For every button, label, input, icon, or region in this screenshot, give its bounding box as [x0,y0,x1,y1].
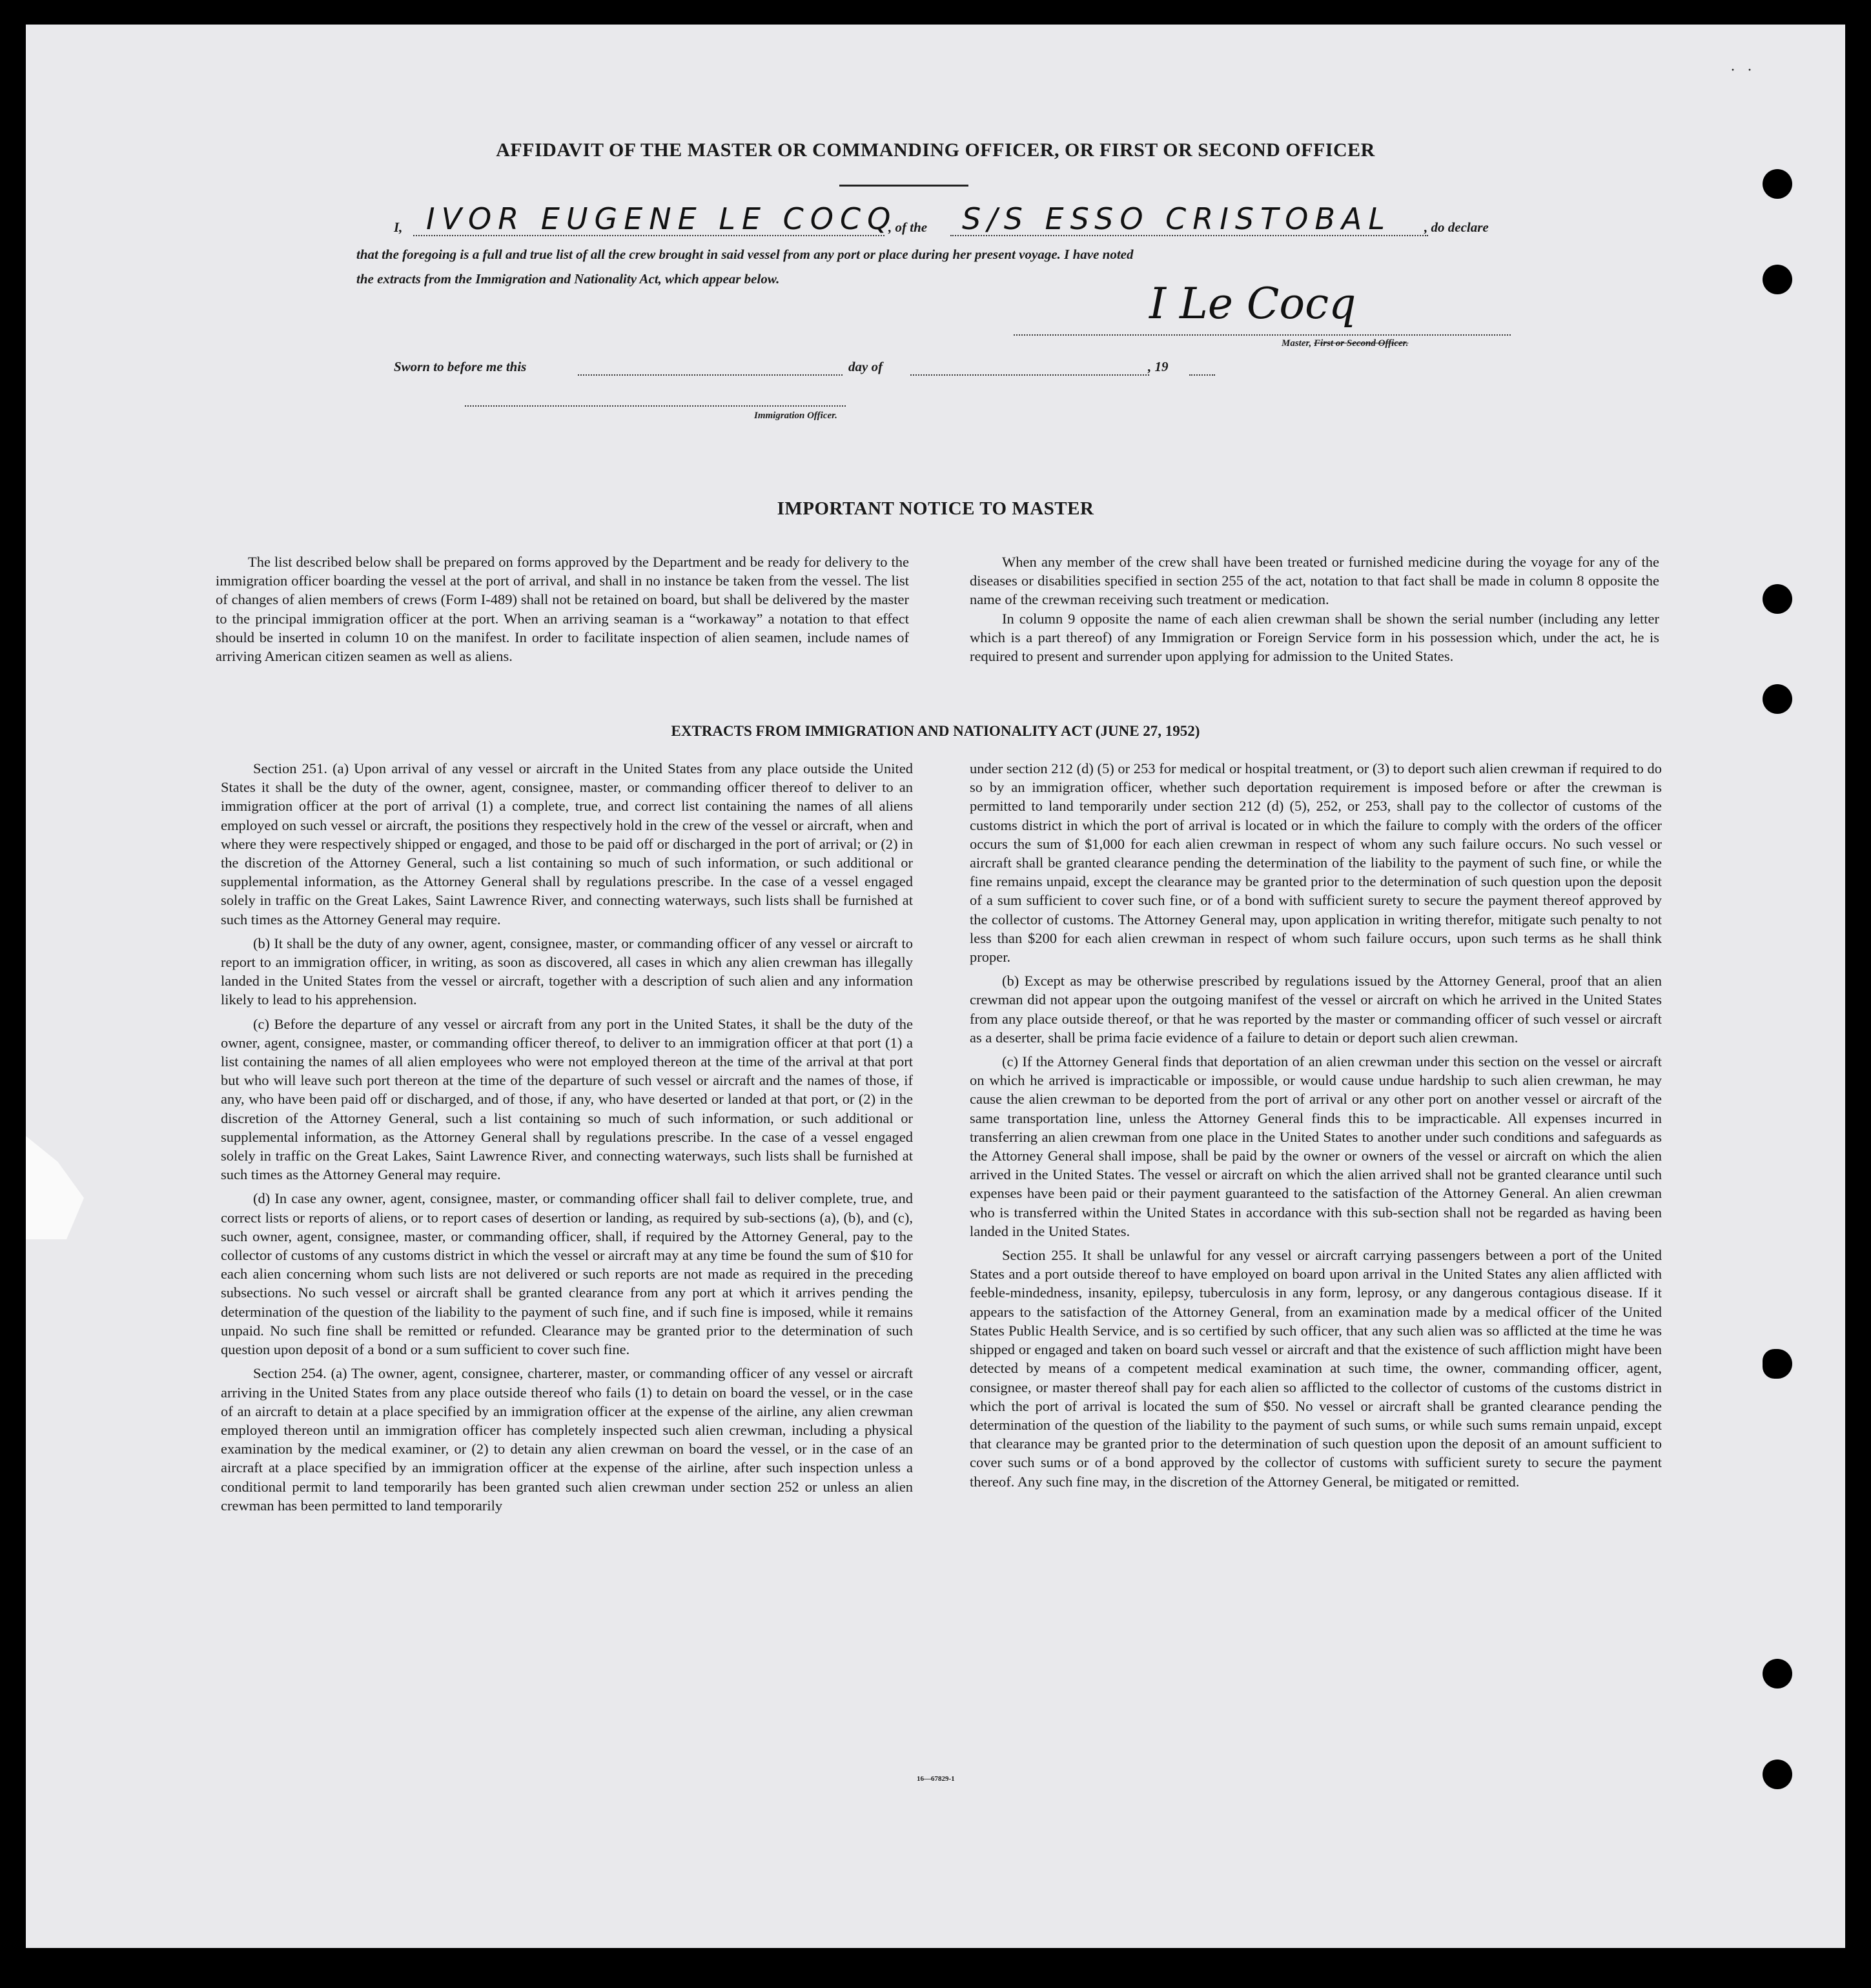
title-rule [839,185,968,187]
notice-right-column [970,553,1659,671]
extracts-left-column [221,759,913,1520]
i-label: I, [394,219,403,235]
punch-hole [1763,169,1792,199]
sworn-month-field[interactable] [910,374,1149,376]
extract-paragraph: (b) It shall be the duty of any owner, agent, consignee, master, or commanding officer of any vessel or aircraft to report to an immigration officer, in writing, as soon as discovered, all cases in which any alien crewman has illegally landed in the United States from the vessel or aircraft, together with a description of such alien and any information likely to lead to his apprehension. [221,935,913,1008]
punch-hole [1763,1760,1792,1789]
punch-hole [1763,584,1792,614]
extract-paragraph: (c) Before the departure of any vessel or aircraft from any port in the United States, it shall be the duty of the owner, agent, consignee, master, or commanding officer thereof, to deliver to an immigration officer at that port (1) a list containing the names of all alien employees who were not employed thereon at the time of the arrival at that port but who will leave such port thereon at the time of the departure of such vessel or aircraft and the names of those, if any, who have been paid off or discharged, and of those, if any, who have deserted or landed at that port, or (2) in the discretion of the Attorney General, such a list containing so much of such information, or such additional or supplemental information, as the Attorney General shall by regulations prescribe. In the case of a vessel engaged solely in traffic on the Great Lakes, Saint Lawrence River, and connecting waterways, such lists shall be furnished at such times as the Attorney General may require. [221,1015,913,1183]
extract-paragraph: Section 251. (a) Upon arrival of any vessel or aircraft in the United States from any place outside the United States it shall be the duty of the owner, agent, consignee, master, or commanding officer thereof to deliver to an immigration officer at the port of arrival (1) a complete, true, and correct list containing the names of all aliens employed on such vessel or aircraft, the positions they respectively hold in the crew of the vessel or aircraft, when and where they were respectively shipped or engaged, and those to be paid off or discharged in the port of arrival; or (2) in the discretion of the Attorney General, such a list containing so much of such information, or such additional or supplemental information, as the Attorney General shall by regulations prescribe. In the case of a vessel engaged solely in traffic on the Great Lakes, Saint Lawrence River, and connecting waterways, such lists shall be furnished at such times as the Attorney General may require. [221,760,913,928]
extract-paragraph: Section 254. (a) The owner, agent, consignee, charterer, master, or commanding officer of any vessel or aircraft arriving in the United States from any place outside thereof who fails (1) to detain on board the vessel, or in the case of an aircraft to detain at a place specified by an immigration officer at the expense of the airline, any alien crewman employed thereon until an immigration officer has completely inspected such alien crewman, including a physical examination by the medical examiner, or (2) to detain any alien crewman on board the vessel, or in the case of an aircraft at a place specified by an immigration officer at the expense of the airline, after such inspection unless a conditional permit to land temporarily has been granted such alien crewman under section 252 or unless an alien crewman has been permitted to land temporarily [221,1365,913,1514]
immigration-officer-line[interactable] [465,405,846,407]
sworn-label: Sworn to before me this [394,359,527,374]
punch-hole [1763,1349,1792,1379]
extract-paragraph: (d) In case any owner, agent, consignee, master, or commanding officer shall fail to deliver complete, true, and correct lists or reports of aliens, or to report cases of desertion or landing, as required by sub-sections (a), (b), and (c), such owner, agent, consignee, master, or commanding officer, shall, if required by the Attorney General, pay to the collector of customs of any customs district in which the vessel or aircraft may at any time be found the sum of $10 for each alien concerning whom such lists are not delivered or such reports are not made as required in the preceding subsections. No such vessel or aircraft shall be granted clearance from any port at which it arrives pending the determination of the question of the liability to the payment of such fine, and if such fine is imposed, while it remains unpaid. No such fine shall be remitted or refunded. Clearance may be granted prior to the determination of such question upon deposit of a bond or a sum sufficient to cover such fine. [221,1190,913,1358]
extracts-title: EXTRACTS FROM IMMIGRATION AND NATIONALITY ACT (JUNE 27, 1952) [671,723,1200,739]
notice-left-column [216,553,909,671]
notice-paragraph: The list described below shall be prepared on forms approved by the Department and be ready for delivery to the immigration officer boarding the vessel at the port of arrival, and shall in no instance be taken from the vessel. The list of changes of alien members of crews (Form I-489) shall not be retained on board, but shall be delivered by the master to the principal immigration officer at the port. When an arriving seaman is a “workaway” a notation to that effect should be inserted in column 10 on the manifest. In order to facilitate inspection of alien seamen, include names of arriving American citizen seamen as well as aliens. [216,554,909,665]
caption-officer: First or Second Officer. [1314,338,1409,349]
master-signature[interactable]: I Le Cocq [1149,279,1356,329]
notice-paragraph: When any member of the crew shall have been treated or furnished medicine during the voyage for any of the diseases or disabilities specified in section 255 of the act, notation to that fact shall be made in column 8 opposite the name of the crewman receiving such treatment or medication. [970,554,1659,608]
form-number: 16—67829-1 [917,1775,955,1783]
extract-paragraph: (c) If the Attorney General finds that deportation of an alien crewman under this section on the vessel or aircraft on which he arrived is impracticable or impossible, or would cause undue hardship to such alien crewman, he may cause the alien crewman to be deported from the port of arrival or any other port on another vessel or aircraft of the same transportation line, unless the Attorney General finds this to be impracticable. All expenses incurred in transferring an alien crewman from one place in the United States to another under such conditions and safeguards as the Attorney General shall impose, shall be paid by the owner or owners of the vessel or aircraft on which the alien arrived in the United States. The vessel or aircraft on which the alien arrived shall not be granted clearance until such expenses have been paid or their payment guaranteed to the satisfaction of the Attorney General. An alien crewman who is transferred within the United States in accordance with this sub-section shall not be regarded as having been landed in the United States. [970,1053,1662,1239]
notice-paragraph: In column 9 opposite the name of each alien crewman shall be shown the serial number (including any letter which is a part thereof) of any Immigration or Foreign Service form in his possession which, under the act, he is required to present and surrender upon applying for admission to the United States. [970,610,1659,665]
sworn-year-field[interactable] [1189,374,1215,376]
year-label: , 19 [1148,359,1169,374]
day-of-label: day of [848,359,883,374]
declaration-line-2: the extracts from the Immigration and Nationality Act, which appear below. [356,271,780,287]
signature-caption [1282,338,1408,349]
punch-hole [1763,265,1792,294]
punch-hole [1763,1659,1792,1689]
declaration-line: that the foregoing is a full and true list of all the crew brought in said vessel from any port or place during her present voyage. I have noted [356,247,1134,262]
extract-paragraph: (b) Except as may be otherwise prescribed by regulations issued by the Attorney General, proof that an alien crewman did not appear upon the outgoing manifest of the vessel or aircraft on which he arrived in the United States from any place outside thereof, or that he was reported by the master or commanding officer of such vessel or aircraft as a deserter, shall be prima facie evidence of a failure to detain or deport such alien crewman. [970,973,1662,1046]
caption-master: Master, [1282,338,1312,349]
of-the-label: , of the [888,219,928,235]
officer-name-field[interactable]: IVOR EUGENE LE COCQ [426,201,897,236]
extracts-right-column [970,759,1662,1496]
punch-hole [1763,684,1792,714]
sworn-day-field[interactable] [578,374,843,376]
signature-line [1014,334,1511,336]
corner-marks: · · [1730,62,1756,79]
notice-title: IMPORTANT NOTICE TO MASTER [777,498,1094,519]
page-title: AFFIDAVIT OF THE MASTER OR COMMANDING OFFICER, OR FIRST OR SECOND OFFICER [496,139,1375,161]
extract-paragraph: under section 212 (d) (5) or 253 for medical or hospital treatment, or (3) to deport such alien crewman if required to do so by an immigration officer, whether such deportation requirement is imposed before or after the crewman is permitted to land temporarily under section 212 (d) (5), 252, or 253, shall pay to the collector of customs of the customs district in which the port of arrival is located or in which the failure to comply with the orders of the officer occurs the sum of $1,000 for each alien crewman in respect of whom any such failure occurs. No such vessel or aircraft shall be granted clearance pending the determination of the liability to the payment of such fine, or while the fine remains unpaid, except the clearance may be granted prior to the determination of such question upon the deposit of a sum sufficient to cover such fine, or of a bond with sufficient surety to secure the payment thereof approved by the collector of customs. The Attorney General may, upon application in writing therefor, mitigate such penalty to not less than $200 for each alien crewman in respect of whom such failure occurs, upon such terms as he shall think proper. [970,760,1662,966]
do-declare-label: , do declare [1424,219,1489,235]
extract-paragraph: Section 255. It shall be unlawful for any vessel or aircraft carrying passengers between a port of the United States and a port outside thereof to have employed on board upon arrival in the United States any alien afflicted with feeble-mindedness, insanity, epilepsy, tuberculosis in any form, leprosy, or any dangerous contagious disease. If it appears to the satisfaction of the Attorney General, from an examination made by a medical officer of the United States Public Health Service, and is so certified by such officer, that any such alien was so afflicted at the time he was shipped or engaged and taken on board such vessel or aircraft and that the existence of such affliction might have been detected by means of a competent medical examination at such time, the owner, commanding officer, agent, consignee, or master thereof shall pay for each alien so afflicted to the collector of customs of the customs district in which the port of arrival is located the sum of $50. No vessel or aircraft shall be granted clearance pending the determination of the question of the liability to the payment of such sums, or while such sums remain unpaid, except that clearance may be granted prior to the determination of such question upon the deposit of an amount sufficient to cover such sums or of a bond approved by the collector of customs with sufficient surety to secure the payment thereof. Any such fine may, in the discretion of the Attorney General, be mitigated or remitted. [970,1247,1662,1490]
vessel-name-field[interactable]: S/S ESSO CRISTOBAL [962,201,1391,236]
immigration-officer-caption: Immigration Officer. [754,411,837,421]
